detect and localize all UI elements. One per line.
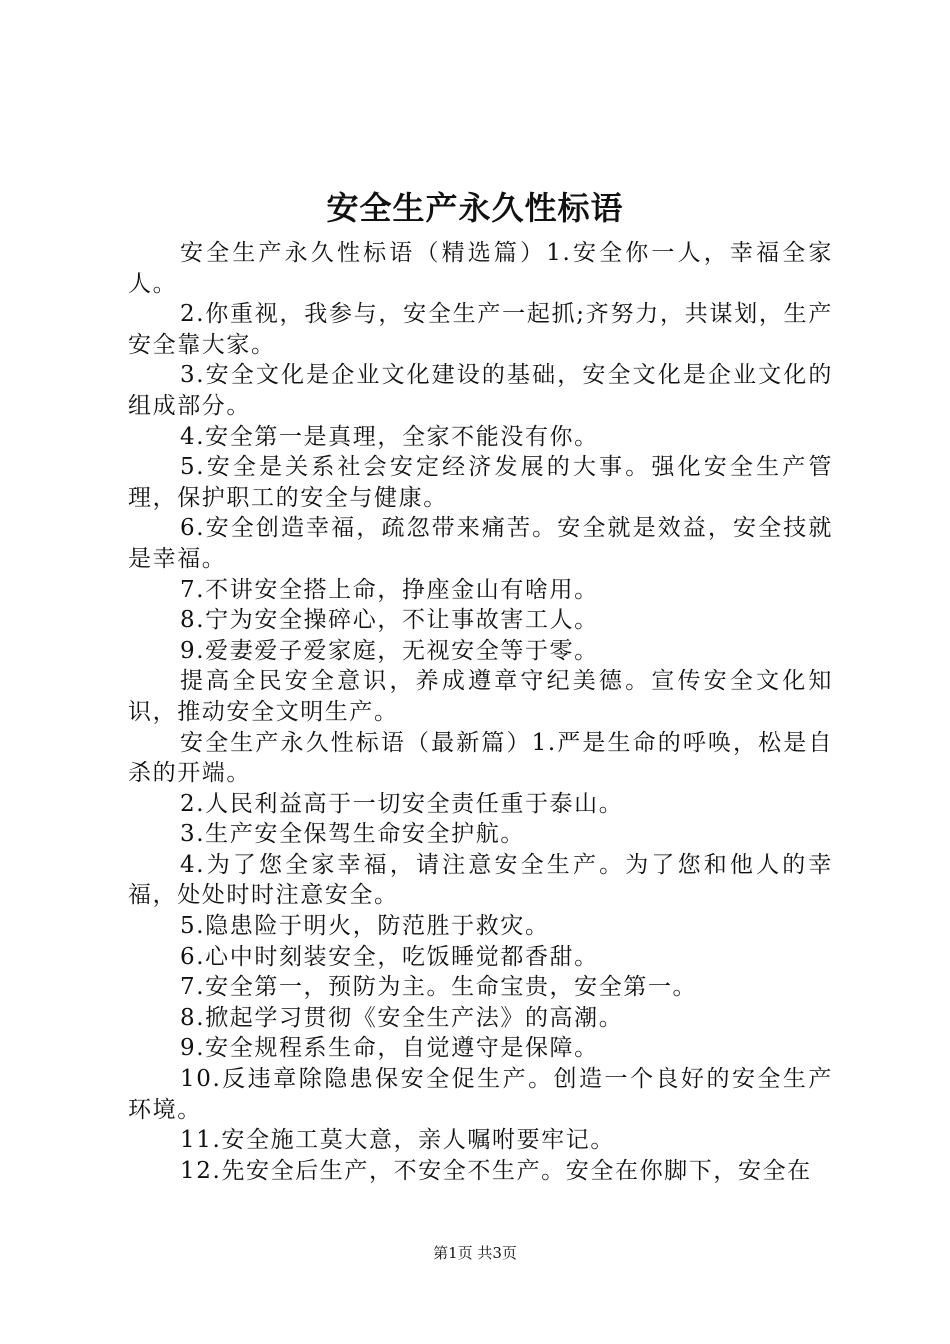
paragraph: 3.安全文化是企业文化建设的基础，安全文化是企业文化的组成部分。 bbox=[128, 362, 833, 419]
paragraph: 8.宁为安全操碎心，不让事故害工人。 bbox=[180, 607, 599, 634]
document-title: 安全生产永久性标语 bbox=[326, 189, 624, 227]
paragraph: 6.安全创造幸福，疏忽带来痛苦。安全就是效益，安全技就是幸福。 bbox=[128, 515, 833, 572]
paragraph: 2.人民利益高于一切安全责任重于泰山。 bbox=[180, 790, 624, 817]
paragraph: 9.安全规程系生命，自觉遵守是保障。 bbox=[180, 1035, 599, 1062]
paragraph: 6.心中时刻装安全，吃饭睡觉都香甜。 bbox=[180, 943, 599, 970]
paragraph: 4.安全第一是真理，全家不能没有你。 bbox=[180, 423, 599, 450]
paragraph: 3.生产安全保驾生命安全护航。 bbox=[180, 821, 525, 848]
paragraph: 安全生产永久性标语（精选篇）1.安全你一人，幸福全家人。 bbox=[128, 240, 833, 297]
paragraph: 5.安全是关系社会安定经济发展的大事。强化安全生产管理，保护职工的安全与健康。 bbox=[128, 454, 833, 511]
paragraph: 5.隐患险于明火，防范胜于救灾。 bbox=[180, 913, 550, 940]
paragraph: 7.安全第一，预防为主。生命宝贵，安全第一。 bbox=[180, 974, 698, 1001]
paragraph: 4.为了您全家幸福，请注意安全生产。为了您和他人的幸福，处处时时注意安全。 bbox=[128, 851, 833, 909]
paragraph: 10.反违章除隐患保安全促生产。创造一个良好的安全生产环境。 bbox=[128, 1066, 833, 1123]
paragraph: 8.掀起学习贯彻《安全生产法》的高潮。 bbox=[180, 1004, 624, 1031]
paragraph: 提高全民安全意识，养成遵章守纪美德。宣传安全文化知识，推动安全文明生产。 bbox=[128, 668, 833, 725]
paragraph: 2.你重视，我参与，安全生产一起抓;齐努力，共谋划，生产安全靠大家。 bbox=[128, 301, 833, 358]
paragraph: 11.安全施工莫大意，亲人嘱咐要牢记。 bbox=[180, 1127, 615, 1154]
paragraph: 9.爱妻爱子爱家庭，无视安全等于零。 bbox=[180, 637, 599, 664]
page-number-footer: 第1页 共3页 bbox=[433, 1244, 517, 1262]
paragraph: 7.不讲安全搭上命，挣座金山有啥用。 bbox=[180, 576, 599, 603]
paragraph: 12.先安全后生产，不安全不生产。安全在你脚下，安全在 bbox=[180, 1157, 812, 1184]
paragraph: 安全生产永久性标语（最新篇）1.严是生命的呼唤，松是自杀的开端。 bbox=[128, 729, 833, 787]
document-body bbox=[128, 238, 833, 1186]
